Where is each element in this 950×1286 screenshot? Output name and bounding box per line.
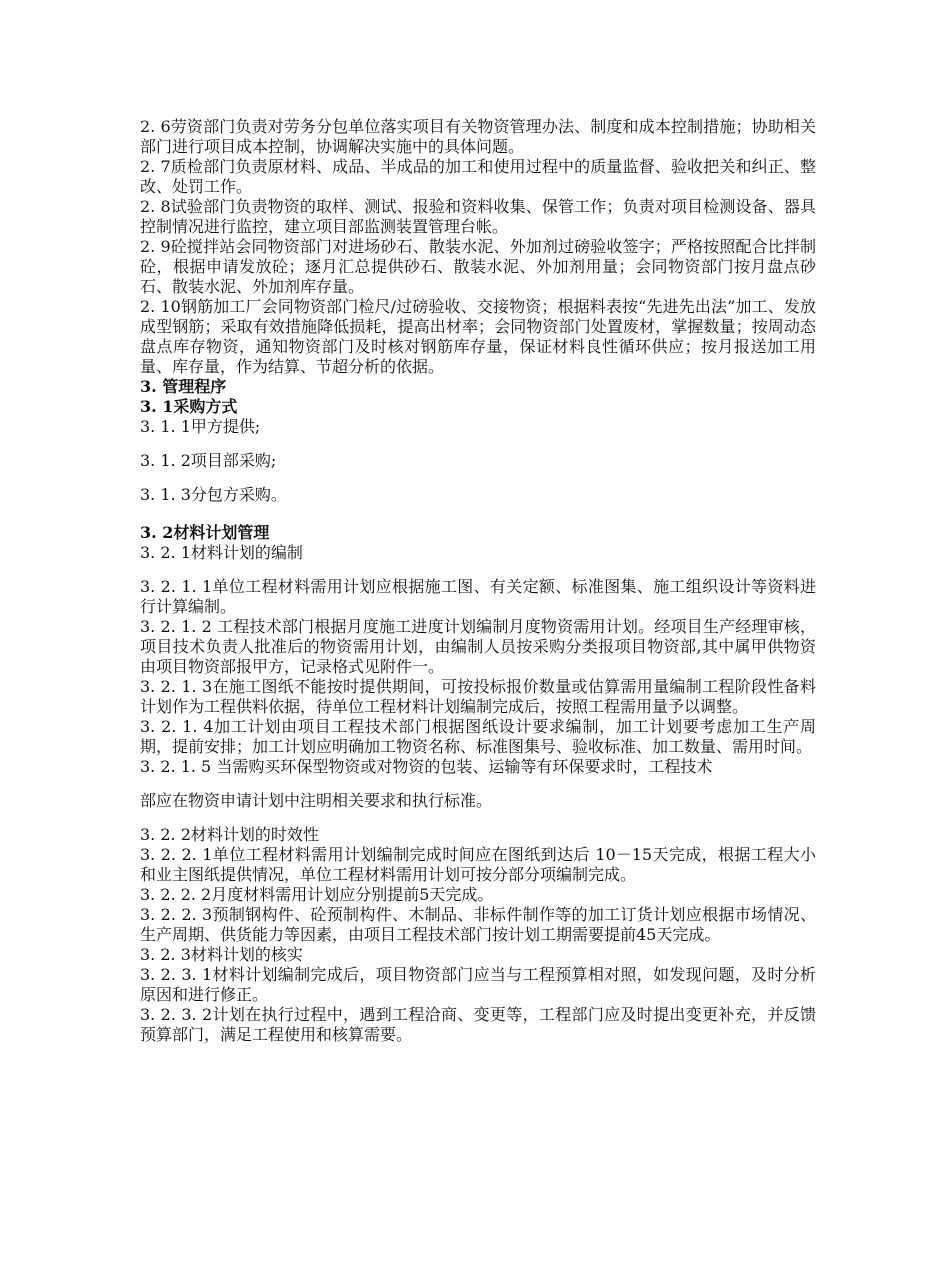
paragraph-3-2-1-2: 3. 2. 1. 2 工程技术部门根据月度施工进度计划编制月度物资需用计划。经项目生产经理审核，项目技术负责人批准后的物资需用计划，由编制人员按采购分类报项目物资部,其中属甲供物资由项目物资部报甲方，记录格式见附件一。 [140,617,816,676]
paragraph-3-2-1-4: 3. 2. 1. 4加工计划由项目工程技术部门根据图纸设计要求编制，加工计划要考虑加工生产周期，提前安排；加工计划应明确加工物资名称、标准图集号、验收标准、加工数量、需用时间。 [140,717,816,756]
paragraph-2-6: 2. 6劳资部门负责对劳务分包单位落实项目有关物资管理办法、制度和成本控制措施；协助相关部门进行项目成本控制，协调解决实施中的具体问题。 [140,117,816,156]
paragraph-3-2-2-2: 3. 2. 2. 2月度材料需用计划应分别提前5天完成。 [140,885,494,904]
paragraph-3-1-1: 3. 1. 1甲方提供; [140,417,261,436]
section-heading-3: 3. 管理程序 [140,377,227,396]
paragraph-3-2-2: 3. 2. 2材料计划的时效性 [140,825,319,844]
paragraph-2-7: 2. 7质检部门负责原材料、成品、半成品的加工和使用过程中的质量监督、验收把关和纠正、整改、处罚工作。 [140,157,816,196]
section-heading-3-2: 3. 2材料计划管理 [140,523,270,542]
paragraph-3-2-3: 3. 2. 3材料计划的核实 [140,945,303,964]
paragraph-3-2-2-1: 3. 2. 2. 1单位工程材料需用计划编制完成时间应在图纸到达后 10－15天完成，根据工程大小和业主图纸提供情况，单位工程材料需用计划可按分部分项编制完成。 [140,845,816,884]
paragraph-2-9: 2. 9砼搅拌站会同物资部门对进场砂石、散装水泥、外加剂过磅验收签字；严格按照配合比拌制砼，根据申请发放砼；逐月汇总提供砂石、散装水泥、外加剂用量；会同物资部门按月盘点砂石、散装水泥、外加剂库存量。 [140,237,816,296]
paragraph-3-1-2: 3. 1. 2项目部采购; [140,451,277,470]
paragraph-3-2-2-3: 3. 2. 2. 3预制钢构件、砼预制构件、木制品、非标件制作等的加工订货计划应根据市场情况、生产周期、供货能力等因素，由项目工程技术部门按计划工期需要提前45天完成。 [140,905,816,944]
paragraph-2-10: 2. 10钢筋加工厂会同物资部门检尺/过磅验收、交接物资；根据料表按“先进先出法”加工、发放成型钢筋；采取有效措施降低损耗，提高出材率；会同物资部门处置废材，掌握数量；按周动态盘点库存物资，通知物资部门及时核对钢筋库存量，保证材料良性循环供应；按月报送加工用量、库存量，作为结算、节超分析的依据。 [140,297,816,376]
document-body [140,117,816,1045]
paragraph-3-2-1-1: 3. 2. 1. 1单位工程材料需用计划应根据施工图、有关定额、标准图集、施工组织设计等资料进行计算编制。 [140,577,816,616]
paragraph-3-2-1-5-cont: 部应在物资申请计划中注明相关要求和执行标准。 [140,791,493,810]
paragraph-3-2-1-3: 3. 2. 1. 3在施工图纸不能按时提供期间，可按投标报价数量或估算需用量编制工程阶段性备料计划作为工程供料依据，待单位工程材料计划编制完成后，按照工程需用量予以调整。 [140,677,816,716]
paragraph-2-8: 2. 8试验部门负责物资的取样、测试、报验和资料收集、保管工作；负责对项目检测设备、器具控制情况进行监控，建立项目部监测装置管理台帐。 [140,197,816,236]
section-heading-3-1: 3. 1采购方式 [140,397,238,416]
paragraph-3-2-1: 3. 2. 1材料计划的编制 [140,543,303,562]
paragraph-3-2-1-5: 3. 2. 1. 5 当需购买环保型物资或对物资的包装、运输等有环保要求时，工程技术 [140,757,713,776]
paragraph-3-2-3-2: 3. 2. 3. 2计划在执行过程中，遇到工程洽商、变更等，工程部门应及时提出变更补充，并反馈预算部门，满足工程使用和核算需要。 [140,1005,816,1044]
paragraph-3-2-3-1: 3. 2. 3. 1材料计划编制完成后，项目物资部门应当与工程预算相对照，如发现问题，及时分析原因和进行修正。 [140,965,816,1004]
paragraph-3-1-3: 3. 1. 3分包方采购。 [140,485,287,504]
